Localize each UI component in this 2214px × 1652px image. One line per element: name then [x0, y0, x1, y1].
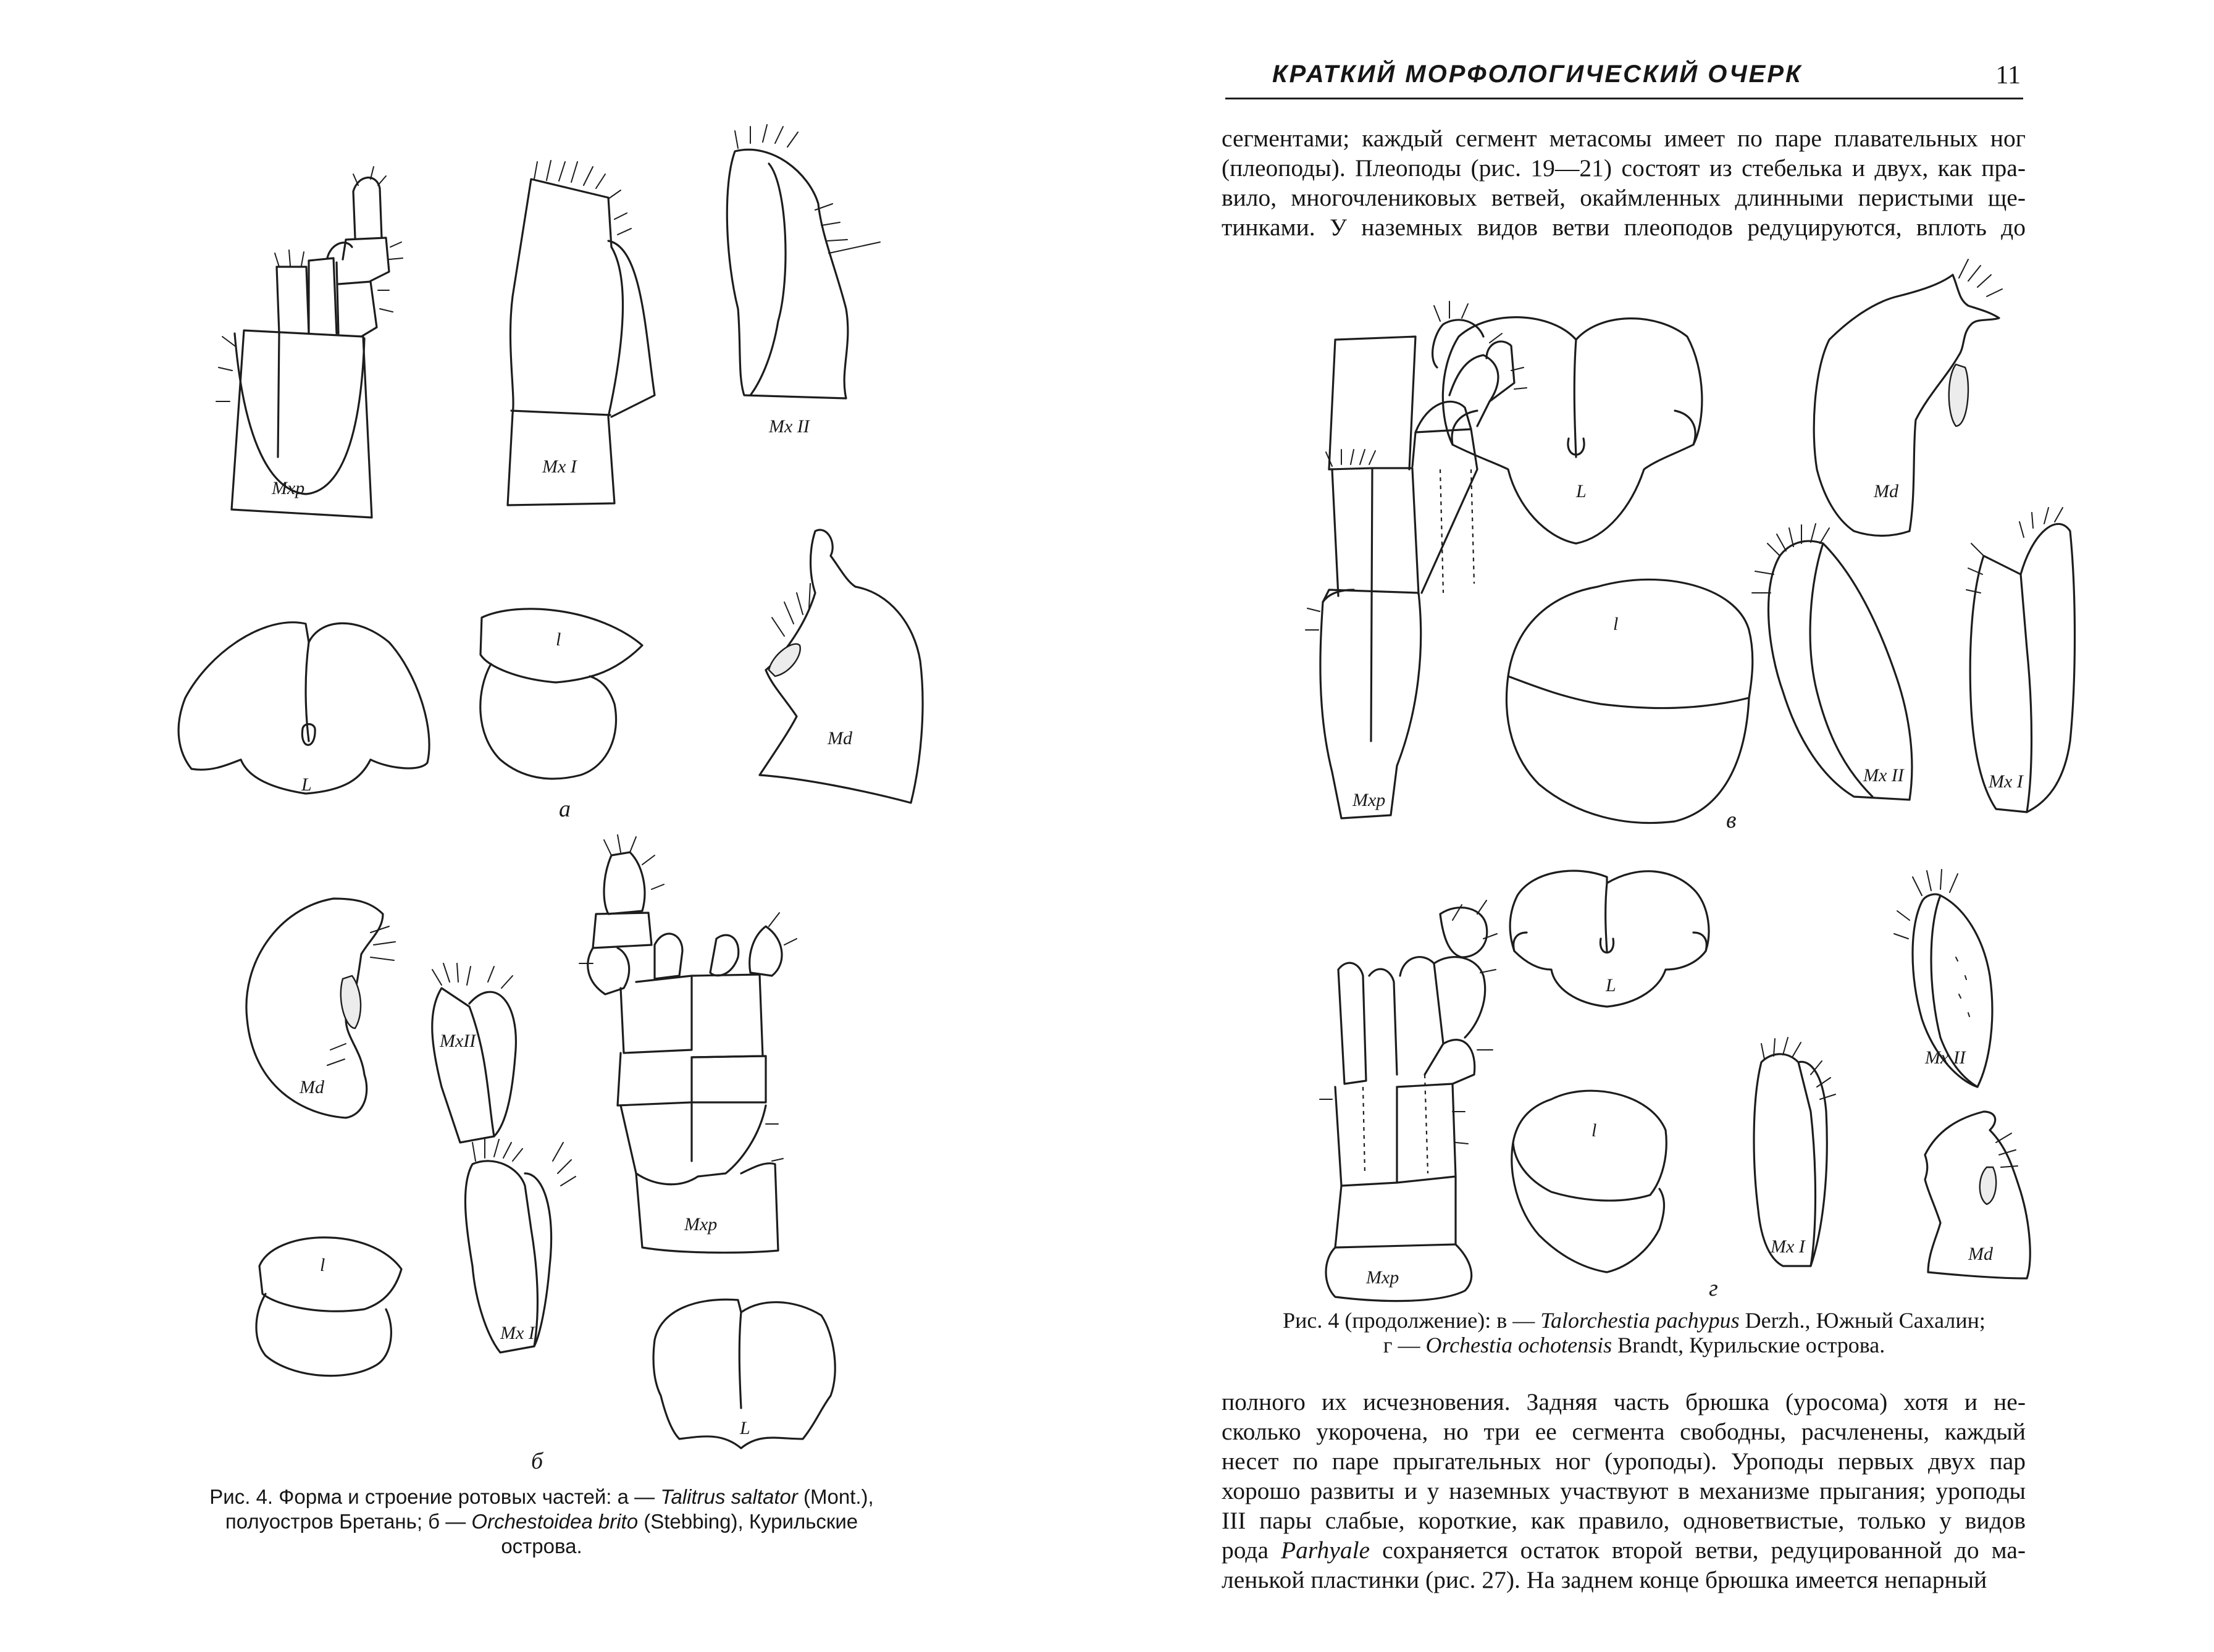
line6-prefix: рода	[1222, 1537, 1281, 1564]
drawing-g-mandible	[1925, 1112, 2030, 1278]
figure-4-caption-left	[143, 1485, 940, 1559]
drawing-v-mandible	[1814, 259, 2002, 536]
drawing-g-lower-lip	[1512, 1091, 1666, 1272]
genus-parhyale: Parhyale	[1281, 1537, 1370, 1564]
bottom-paragraph	[1222, 1387, 2026, 1595]
drawing-b-mandible	[246, 899, 395, 1118]
label-a-mandible: Md	[828, 728, 852, 748]
text-line: ленькой пластинки (рис. 27). На заднем конце брюшка имеется непарный	[1222, 1566, 1987, 1593]
label-b-upper-lip: L	[740, 1418, 750, 1438]
label-g-upper-lip: L	[1606, 975, 1616, 996]
text-line: вило, многочлениковых ветвей, окаймленных длинными перистыми ще-	[1222, 184, 2026, 211]
drawing-a-upper-lip	[178, 623, 429, 795]
caption-species-orchestoidea: Orchestoidea brito	[471, 1510, 639, 1533]
label-v-lower-lip: l	[1613, 614, 1619, 634]
label-v-mxp: Mxp	[1352, 790, 1386, 810]
figure-letter-v: в	[1726, 807, 1737, 833]
caption-line1-prefix: Рис. 4 (продолжение): в —	[1283, 1308, 1541, 1333]
text-line: (плеоподы). Плеоподы (рис. 19—21) состоят из стебелька и двух, как пра-	[1222, 154, 2026, 182]
drawing-g-maxilla-2	[1894, 870, 1992, 1087]
drawing-b-lower-lip	[256, 1238, 401, 1376]
caption-line2-prefix: г —	[1383, 1333, 1426, 1357]
label-a-mx2: Mx II	[769, 416, 810, 437]
text-line: полного их исчезновения. Задняя часть брюшка (уросома) хотя и не-	[1222, 1388, 2026, 1415]
page-number: 11	[1995, 61, 2021, 90]
caption-line2-suffix: (Stebbing), Курильские	[638, 1510, 858, 1533]
drawing-b-maxilliped	[579, 835, 797, 1252]
text-line: хорошо развиты и у наземных участвуют в механизме прыгания; уроподы	[1222, 1477, 2026, 1504]
drawing-g-upper-lip	[1510, 871, 1709, 1007]
caption-species-orchestia: Orchestia ochotensis	[1425, 1333, 1612, 1357]
text-line: сегментами; каждый сегмент метасомы имеет по паре плавательных ног	[1222, 125, 2026, 152]
figure-4-caption-right	[1251, 1308, 2017, 1357]
text-line: несет по паре прыгательных ног (уроподы). Уроподы первых двух пар	[1222, 1448, 2026, 1475]
drawing-g-maxilla-1	[1754, 1038, 1835, 1266]
caption-line3: острова.	[501, 1535, 582, 1558]
caption-line1-suffix: (Mont.),	[797, 1485, 874, 1508]
drawing-b-upper-lip	[653, 1299, 835, 1448]
text-line-parhyale	[1222, 1535, 2026, 1565]
drawing-a-maxilliped	[216, 167, 403, 518]
label-g-mandible: Md	[1968, 1244, 1993, 1264]
drawing-v-lower-lip	[1506, 579, 1752, 823]
label-b-lower-lip: l	[320, 1255, 325, 1275]
figure-letter-a: a	[559, 796, 571, 822]
drawing-a-lower-lip	[480, 609, 642, 779]
label-g-mxp: Mxp	[1366, 1267, 1399, 1288]
label-v-mandible: Md	[1874, 481, 1898, 501]
label-g-lower-lip: l	[1591, 1120, 1597, 1141]
right-page	[1107, 0, 2214, 1652]
label-g-mx2: Mx II	[1925, 1047, 1966, 1068]
figure-letter-b: б	[531, 1448, 543, 1474]
text-line: тинками. У наземных видов ветви плеоподов редуцируются, вплоть до	[1222, 214, 2026, 241]
drawing-a-mandible	[760, 530, 923, 803]
caption-line1-prefix: Рис. 4. Форма и строение ротовых частей: а —	[209, 1485, 661, 1508]
label-a-lower-lip: l	[556, 629, 561, 650]
line6-suffix: сохраняется остаток второй ветви, редуцированной до ма-	[1370, 1537, 2026, 1564]
running-title: КРАТКИЙ МОРФОЛОГИЧЕСКИЙ ОЧЕРК	[1272, 61, 1803, 88]
text-line: сколько укорочена, но три ее сегмента свободны, расчленены, каждый	[1222, 1418, 2026, 1445]
drawing-b-maxilla-1	[465, 1138, 576, 1352]
drawing-g-maxilliped	[1320, 900, 1497, 1301]
label-b-mx2: MxII	[440, 1031, 476, 1051]
label-b-mandible: Md	[300, 1077, 324, 1097]
figure-letter-g: г	[1709, 1275, 1718, 1301]
caption-line2-prefix: полуостров Бретань; б —	[225, 1510, 472, 1533]
caption-line1-suffix: Derzh., Южный Сахалин;	[1739, 1308, 1985, 1333]
drawing-a-maxilla-1	[508, 161, 655, 505]
drawing-b-maxilla-2	[432, 963, 516, 1143]
drawing-v-maxilliped	[1306, 301, 1527, 818]
label-g-mx1: Mx I	[1771, 1236, 1805, 1257]
label-v-mx1: Mx I	[1989, 771, 2023, 792]
label-v-upper-lip: L	[1576, 481, 1587, 501]
drawing-a-maxilla-2	[727, 125, 880, 437]
text-line: III пары слабые, короткие, как правило, одноветвистые, только у видов	[1222, 1507, 2026, 1534]
label-a-mxp: Mxp	[272, 478, 305, 498]
caption-line2-suffix: Brandt, Курильские острова.	[1612, 1333, 1885, 1357]
drawing-v-maxilla-1	[1966, 508, 2075, 812]
drawing-v-maxilla-2	[1752, 524, 1912, 800]
caption-species-talorchestia: Talorchestia pachypus	[1540, 1308, 1740, 1333]
label-a-mx1: Mx I	[542, 456, 577, 477]
label-b-mx1: Mx I	[500, 1323, 535, 1343]
caption-species-talitrus: Talitrus saltator	[660, 1485, 798, 1508]
label-b-mxp: Mxp	[684, 1214, 718, 1235]
label-v-mx2: Mx II	[1863, 765, 1904, 786]
drawing-v-upper-lip	[1443, 317, 1702, 543]
label-a-upper-lip: L	[301, 774, 312, 795]
